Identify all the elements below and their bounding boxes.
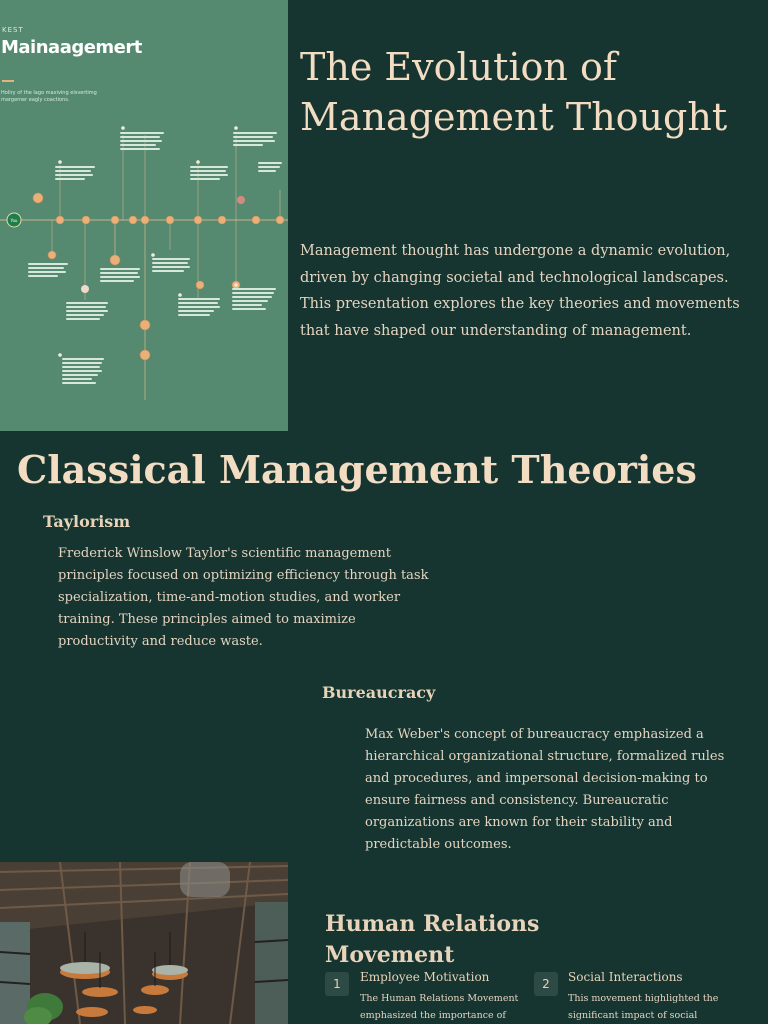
social-interactions-text: This movement highlighted the significant impact of social <box>568 993 719 1021</box>
item-number-badge: 1 <box>325 972 349 996</box>
office-photo <box>0 862 288 1024</box>
page-title: The Evolution of Management Thought <box>300 45 728 139</box>
bureaucracy-heading: Bureaucracy <box>322 683 436 702</box>
image-title: Mainaagemert <box>1 37 142 58</box>
employee-motivation-title: Employee Motivation <box>360 970 490 984</box>
classical-section-title: Classical Management Theories <box>17 447 697 492</box>
taylorism-heading: Taylorism <box>43 512 131 531</box>
image-subtitle: Holiry of the lago maxiving elsvertimg margemer eagly coactions. <box>1 90 97 103</box>
social-interactions-title: Social Interactions <box>568 970 683 984</box>
image-kicker: KEST <box>2 26 24 34</box>
svg-text:You: You <box>10 218 18 223</box>
timeline-graphic <box>0 0 288 431</box>
timeline-infographic-image <box>0 0 288 431</box>
human-relations-title: Human Relations Movement <box>325 911 540 968</box>
employee-motivation-text: The Human Relations Movement emphasized the importance of <box>360 993 519 1021</box>
bureaucracy-paragraph: Max Weber's concept of bureaucracy emphasized a hierarchical organizational structure, formalized rules and procedures, and impersonal decision-making to ensure fairness and consistency. Bureaucratic organizations are known for their stability and predictable outcomes. <box>365 727 725 852</box>
office-illustration <box>0 862 288 1024</box>
intro-paragraph: Management thought has undergone a dynamic evolution, driven by changing societal and technological landscapes. This presentation explores the key theories and movements that have shaped our understanding of management. <box>300 243 740 339</box>
taylorism-paragraph: Frederick Winslow Taylor's scientific management principles focused on optimizing efficiency through task specialization, time-and-motion studies, and worker training. These principles aimed to maximize productivity and reduce waste. <box>58 546 429 649</box>
item-number-badge: 2 <box>534 972 558 996</box>
